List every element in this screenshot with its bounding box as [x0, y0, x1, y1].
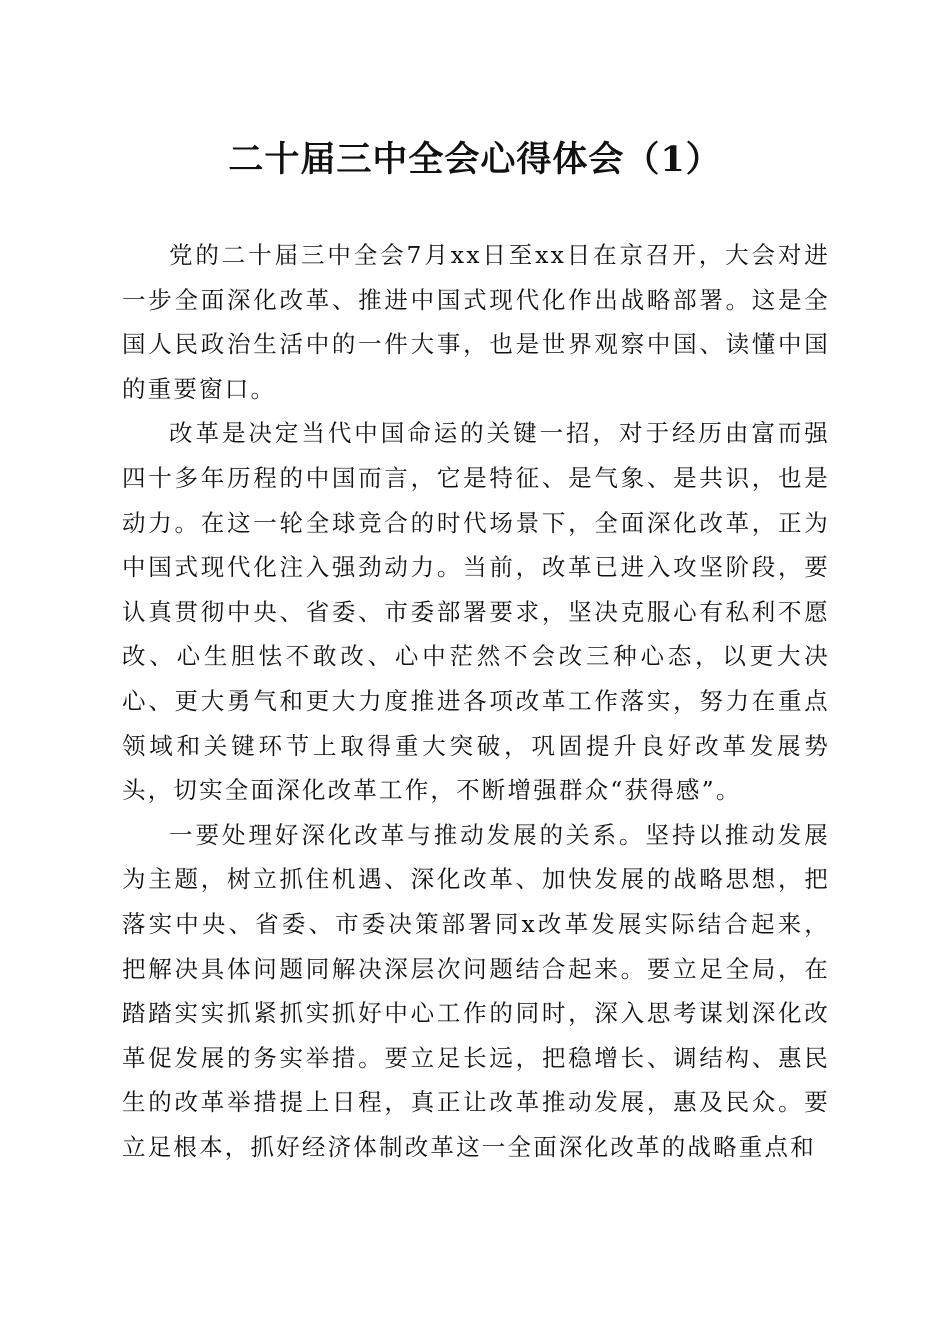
paragraph-reform: 改革是决定当代中国命运的关键一招，对于经历由富而强四十多年历程的中国而言，它是特征、是气象、是共识，也是动力。在这一轮全球竞合的时代场景下，全面深化改革，正为中国式现代化注入强劲动力。当前，改革已进入攻坚阶段，要认真贯彻中央、省委、市委部署要求，坚决克服心有私利不愿改、心生胆怯不敢改、心中茫然不会改三种心态，以更大决心、更大勇气和更大力度推进各项改革工作落实，努力在重点领域和关键环节上取得重大突破，巩固提升良好改革发展势头，切实全面深化改革工作，不断增强群众“获得感”。: [122, 419, 830, 805]
paragraph-development: 一要处理好深化改革与推动发展的关系。坚持以推动发展为主题，树立抓住机遇、深化改革、加快发展的战略思想，把落实中央、省委、市委决策部署同x改革发展实际结合起来，把解决具体问题同解决深层次问题结合起来。要立足全局，在踏踏实实抓紧抓实抓好中心工作的同时，深入思考谋划深化改革促发展的务实举措。要立足长远，把稳增长、调结构、惠民生的改革举措提上日程，真正让改革推动发展，惠及民众。要立足根本，抓好经济体制改革这一全面深化改革的战略重点和: [122, 820, 830, 1161]
document-title: 二十届三中全会心得体会（1）: [228, 139, 722, 180]
paragraph-intro: 党的二十届三中全会7月xx日至xx日在京召开，大会对进一步全面深化改革、推进中国式现代化作出战略部署。这是全国人民政治生活中的一件大事，也是世界观察中国、读懂中国的重要窗口。: [122, 241, 830, 403]
document-body: [122, 233, 830, 1169]
